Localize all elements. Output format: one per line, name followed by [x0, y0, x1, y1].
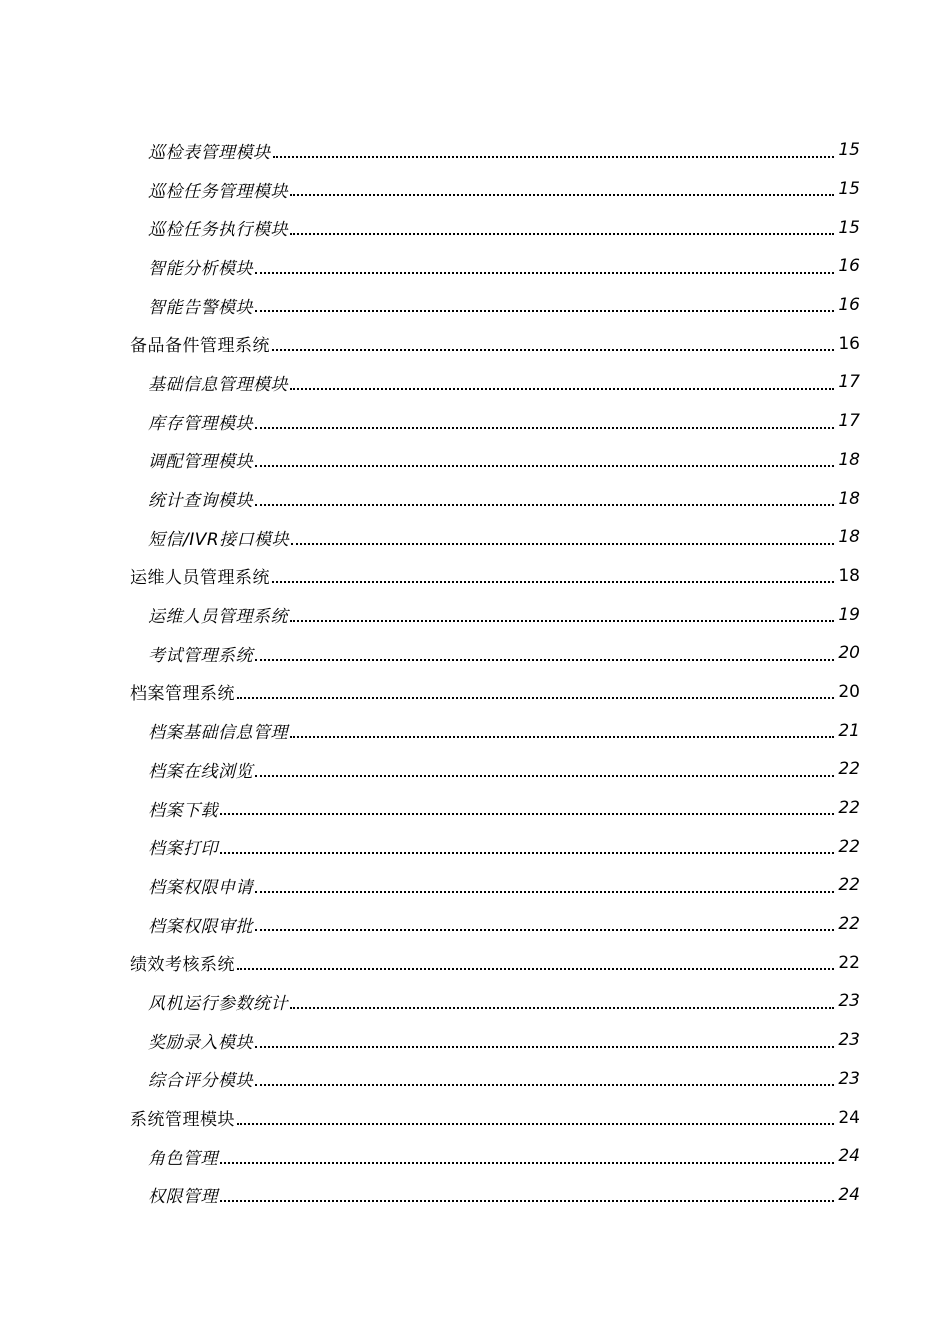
toc-entry-title: 档案在线浏览 [148, 761, 253, 782]
toc-dot-leader [255, 890, 834, 893]
toc-entry-title: 运维人员管理系统 [130, 568, 270, 589]
toc-section-entry[interactable] [0, 673, 950, 712]
toc-subsection-entry[interactable] [0, 711, 950, 750]
toc-page-number: 16 [838, 295, 860, 316]
toc-entry-title: 统计查询模块 [148, 491, 253, 512]
toc-page-number: 15 [838, 140, 860, 161]
toc-page-number: 18 [838, 527, 860, 548]
toc-entry-title: 备品备件管理系统 [130, 336, 270, 357]
toc-page-number: 19 [838, 604, 860, 625]
toc-subsection-entry[interactable] [0, 1060, 950, 1099]
toc-subsection-entry[interactable] [0, 208, 950, 247]
toc-page-number: 22 [838, 836, 860, 857]
toc-page-number: 22 [838, 798, 860, 819]
toc-subsection-entry[interactable] [0, 1137, 950, 1176]
toc-entry-title: 角色管理 [148, 1148, 218, 1169]
toc-dot-leader [255, 658, 834, 661]
toc-entry-title: 巡检任务管理模块 [148, 181, 288, 202]
toc-page-number: 24 [838, 1146, 860, 1167]
toc-entry-title: 短信/IVR接口模块 [148, 529, 290, 550]
toc-dot-leader [290, 193, 834, 196]
toc-dot-leader [220, 851, 834, 854]
toc-dot-leader [255, 464, 834, 467]
toc-section-entry[interactable] [0, 943, 950, 982]
toc-page-number: 15 [838, 217, 860, 238]
toc-subsection-entry[interactable] [0, 1021, 950, 1060]
toc-subsection-entry[interactable] [0, 982, 950, 1021]
toc-dot-leader [290, 1006, 834, 1009]
toc-page-number: 15 [838, 179, 860, 200]
toc-dot-leader [237, 967, 834, 970]
toc-page-number: 22 [838, 759, 860, 780]
toc-page-number: 20 [838, 643, 860, 664]
toc-entry-title: 档案管理系统 [130, 684, 235, 705]
toc-dot-leader [220, 1161, 834, 1164]
toc-entry-title: 绩效考核系统 [130, 955, 235, 976]
toc-entry-title: 智能告警模块 [148, 297, 253, 318]
toc-dot-leader [255, 774, 834, 777]
toc-entry-title: 调配管理模块 [148, 452, 253, 473]
toc-subsection-entry[interactable] [0, 866, 950, 905]
toc-page-number: 17 [838, 411, 860, 432]
toc-page-number: 23 [838, 991, 860, 1012]
toc-subsection-entry[interactable] [0, 247, 950, 286]
toc-subsection-entry[interactable] [0, 479, 950, 518]
toc-dot-leader [220, 812, 834, 815]
toc-subsection-entry[interactable] [0, 363, 950, 402]
toc-dot-leader [291, 542, 834, 545]
toc-page-number: 22 [838, 914, 860, 935]
toc-page-number: 20 [838, 681, 860, 702]
toc-dot-leader [237, 696, 834, 699]
toc-dot-leader [255, 503, 834, 506]
toc-entry-title: 库存管理模块 [148, 413, 253, 434]
toc-page-number: 24 [838, 1107, 860, 1128]
toc-page-number: 18 [838, 488, 860, 509]
toc-dot-leader [272, 580, 834, 583]
toc-dot-leader [220, 1199, 834, 1202]
toc-entry-title: 档案权限申请 [148, 877, 253, 898]
toc-page-number: 21 [838, 720, 860, 741]
toc-page-number: 16 [838, 333, 860, 354]
toc-section-entry[interactable] [0, 557, 950, 596]
toc-page-number: 18 [838, 565, 860, 586]
toc-subsection-entry[interactable] [0, 750, 950, 789]
toc-dot-leader [290, 735, 834, 738]
toc-subsection-entry[interactable] [0, 634, 950, 673]
toc-subsection-entry[interactable] [0, 905, 950, 944]
toc-page-number: 18 [838, 449, 860, 470]
toc-page-number: 16 [838, 256, 860, 277]
toc-subsection-entry[interactable] [0, 286, 950, 325]
toc-dot-leader [272, 348, 834, 351]
toc-section-entry[interactable] [0, 1098, 950, 1137]
toc-page-number: 23 [838, 1030, 860, 1051]
table-of-contents [0, 131, 950, 1214]
toc-subsection-entry[interactable] [0, 170, 950, 209]
toc-entry-title: 巡检表管理模块 [148, 142, 271, 163]
toc-dot-leader [255, 1045, 834, 1048]
toc-entry-title: 风机运行参数统计 [148, 993, 288, 1014]
toc-subsection-entry[interactable] [0, 441, 950, 480]
toc-page-number: 22 [838, 875, 860, 896]
toc-subsection-entry[interactable] [0, 595, 950, 634]
toc-entry-title: 运维人员管理系统 [148, 607, 288, 628]
toc-entry-title: 巡检任务执行模块 [148, 220, 288, 241]
toc-entry-title: 基础信息管理模块 [148, 374, 288, 395]
toc-entry-title: 档案打印 [148, 839, 218, 860]
toc-entry-title: 智能分析模块 [148, 258, 253, 279]
toc-subsection-entry[interactable] [0, 827, 950, 866]
toc-entry-title: 系统管理模块 [130, 1110, 235, 1131]
toc-dot-leader [237, 1122, 834, 1125]
toc-entry-title: 档案下载 [148, 800, 218, 821]
toc-subsection-entry[interactable] [0, 131, 950, 170]
toc-subsection-entry[interactable] [0, 789, 950, 828]
toc-dot-leader [255, 309, 834, 312]
toc-entry-title: 综合评分模块 [148, 1071, 253, 1092]
toc-subsection-entry[interactable] [0, 402, 950, 441]
toc-page-number: 17 [838, 372, 860, 393]
toc-entry-title: 奖励录入模块 [148, 1032, 253, 1053]
toc-page-number: 24 [838, 1184, 860, 1205]
toc-dot-leader [290, 387, 834, 390]
toc-dot-leader [255, 271, 834, 274]
toc-dot-leader [255, 1083, 834, 1086]
toc-entry-title: 权限管理 [148, 1187, 218, 1208]
toc-dot-leader [290, 232, 834, 235]
toc-dot-leader [255, 928, 834, 931]
toc-entry-title: 考试管理系统 [148, 645, 253, 666]
toc-subsection-entry[interactable] [0, 518, 950, 557]
toc-subsection-entry[interactable] [0, 1176, 950, 1215]
toc-dot-leader [255, 426, 834, 429]
toc-entry-title: 档案权限审批 [148, 916, 253, 937]
toc-page-number: 23 [838, 1068, 860, 1089]
toc-dot-leader [273, 155, 835, 158]
toc-entry-title: 档案基础信息管理 [148, 723, 288, 744]
toc-section-entry[interactable] [0, 324, 950, 363]
toc-page-number: 22 [838, 952, 860, 973]
toc-dot-leader [290, 619, 834, 622]
